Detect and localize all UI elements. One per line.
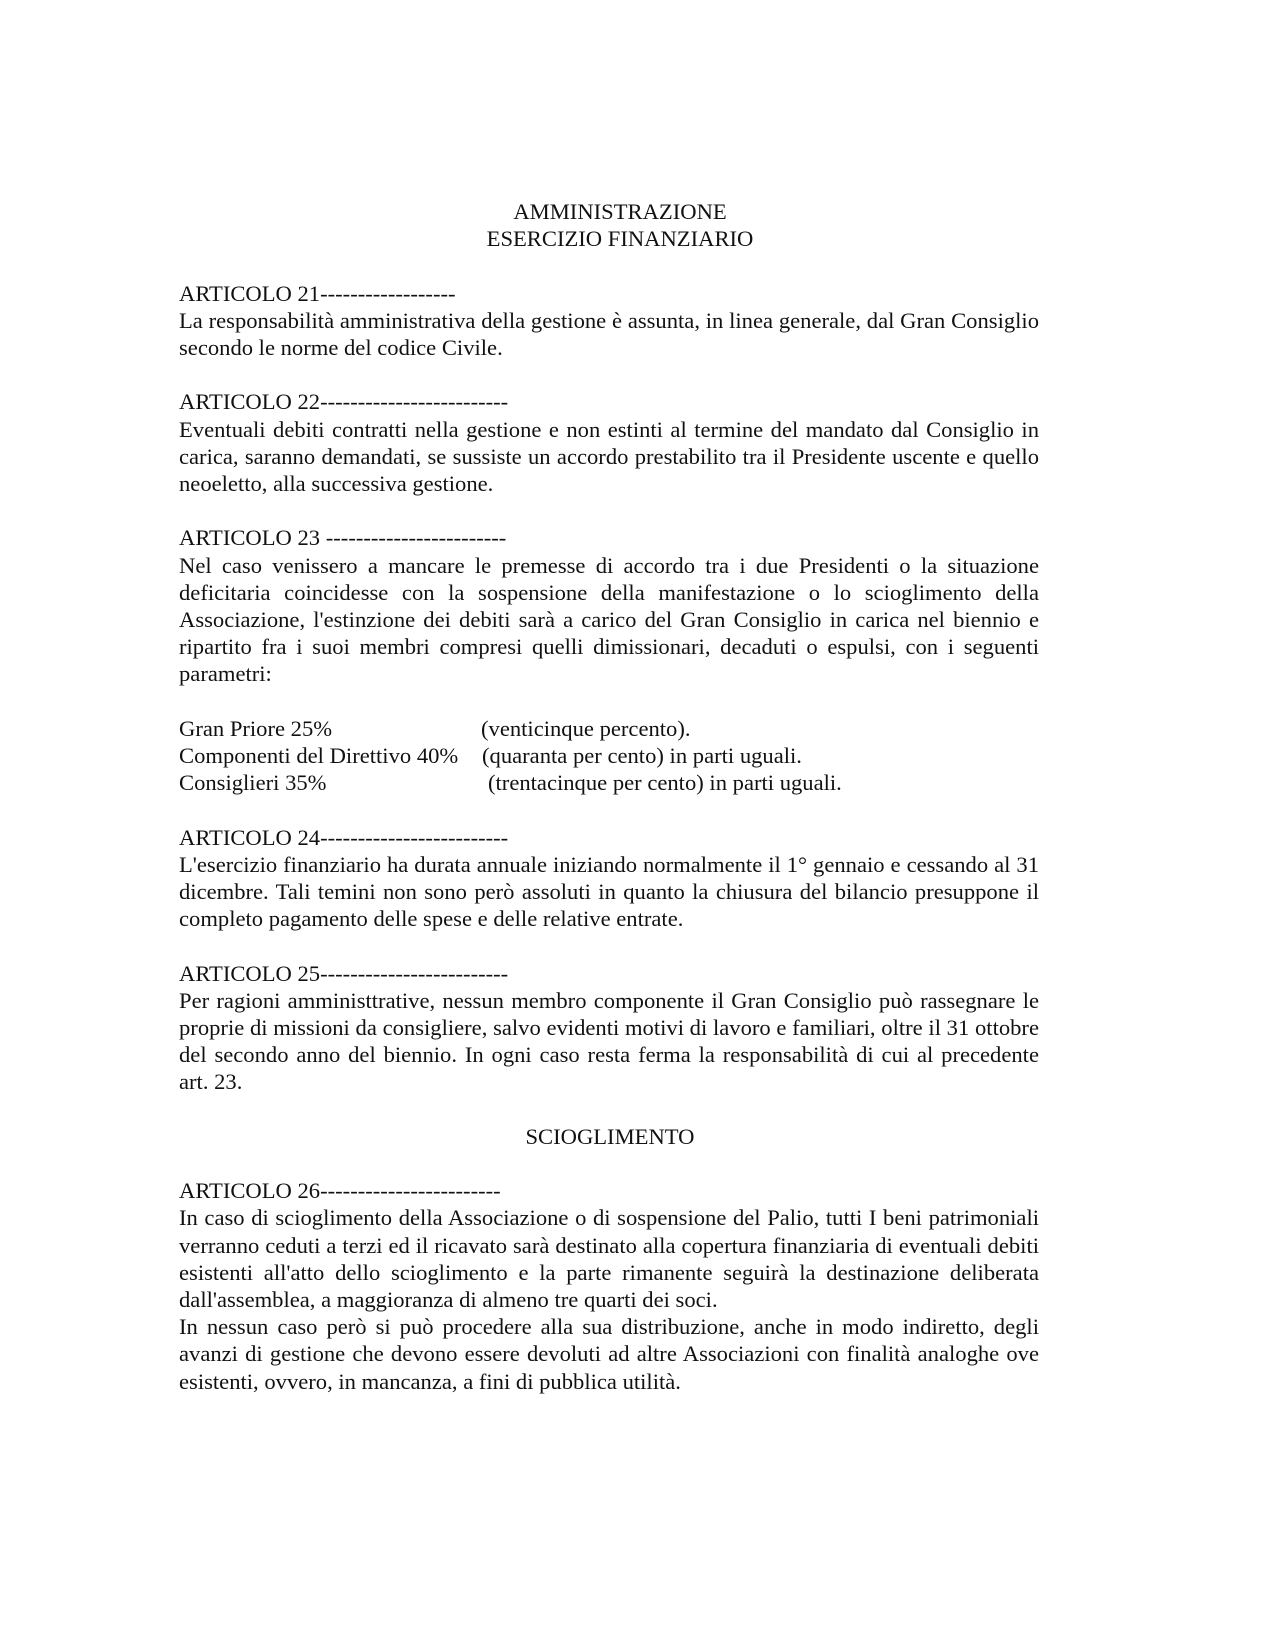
article-title: ARTICOLO 26------------------------ (179, 1178, 501, 1204)
article-paragraph: La responsabilità amministrativa della gestione è assunta, in linea generale, dal Gran Consiglio secondo le norme del codice Civile. (179, 307, 1039, 360)
parameter-row (179, 742, 1039, 769)
article-paragraph: Nel caso venissero a mancare le premesse di accordo tra i due Presidenti o la situazione deficitaria coincidesse con la sospensione della manifestazione o lo scioglimento della Associazione, l'estinzione dei debiti sarà a carico del Gran Consiglio in carica nel biennio e ripartito fra i suoi membri compresi quelli dimissionari, decaduti o espulsi, con i seguenti parametri: (179, 552, 1039, 687)
article-paragraph: Per ragioni amministtrative, nessun membro componente il Gran Consiglio può rassegnare le proprie di missioni da consigliere, salvo evidenti motivi di lavoro e familiari, oltre il 31 ottobre del secondo anno del biennio. In ogni caso resta ferma la responsabilità di cui al precedente art. 23. (179, 987, 1039, 1095)
article-26 (179, 1177, 1039, 1395)
article-21 (179, 280, 1039, 362)
parameter-label: Componenti del Direttivo 40% (179, 743, 459, 768)
document-page (179, 198, 1039, 1395)
document-heading (179, 198, 1039, 252)
article-title: ARTICOLO 22------------------------- (179, 389, 509, 415)
parameters-list (179, 715, 1039, 797)
article-paragraph: Eventuali debiti contratti nella gestione e non estinti al termine del mandato dal Consiglio in carica, saranno demandati, se sussiste un accordo prestabilito tra il Presidente uscente e quello neoeletto, alla successiva gestione. (179, 416, 1039, 496)
parameter-row (179, 715, 1039, 742)
parameter-row (179, 769, 1039, 796)
article-25 (179, 960, 1039, 1096)
article-paragraph: In nessun caso però si può procedere alla sua distribuzione, anche in modo indiretto, degli avanzi di gestione che devono essere devoluti ad altre Associazioni con finalità analoghe ove esistenti, ovvero, in mancanza, a fini di pubblica utilità. (179, 1314, 1039, 1394)
article-24 (179, 824, 1039, 933)
parameter-label: Consiglieri 35% (179, 770, 327, 796)
article-paragraph: In caso di scioglimento della Associazione o di sospensione del Palio, tutti I beni patrimoniali verranno ceduti a terzi ed il ricavato sarà destinato alla copertura finanziaria di eventuali debiti esistenti all'atto dello scioglimento e la parte rimanente seguirà la destinazione deliberata dall'assemblea, a maggioranza di almeno tre quarti dei soci. (179, 1205, 1039, 1312)
article-22 (179, 388, 1039, 497)
article-paragraph: L'esercizio finanziario ha durata annuale iniziando normalmente il 1° gennaio e cessando al 31 dicembre. Tali temini non sono però assoluti in quanto la chiusura del bilancio presuppone il completo pagamento delle spese e delle relative entrate. (179, 851, 1039, 932)
parameter-description: (quaranta per cento) in parti uguali. (482, 743, 802, 768)
parameter-description: (venticinque percento). (481, 715, 691, 741)
parameter-description: (trentacinque per cento) in parti uguali. (488, 770, 842, 796)
article-title: ARTICOLO 21------------------ (179, 280, 456, 306)
heading-title: AMMINISTRAZIONE (513, 199, 727, 224)
parameter-label: Gran Priore 25% (179, 715, 333, 741)
article-title: ARTICOLO 24------------------------- (179, 824, 509, 850)
heading-subtitle: ESERCIZIO FINANZIARIO (486, 226, 754, 252)
section-title: SCIOGLIMENTO (525, 1123, 695, 1149)
article-title: ARTICOLO 23 ------------------------ (179, 525, 507, 551)
article-23 (179, 524, 1039, 796)
article-title: ARTICOLO 25------------------------- (179, 960, 509, 986)
